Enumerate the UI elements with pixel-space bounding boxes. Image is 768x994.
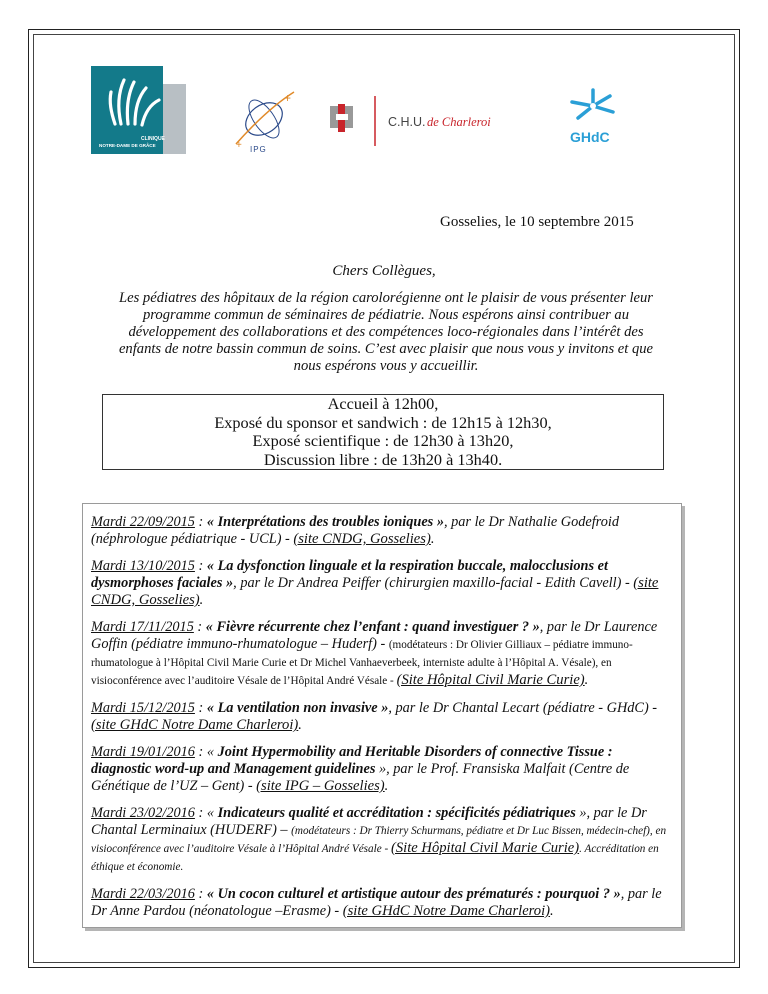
seminar-site-link[interactable]: (Site Hôpital Civil Marie Curie) <box>396 672 585 688</box>
seminar-title: « Un cocon culturel et artistique autour des prématurés : pourquoi ? » <box>206 886 621 902</box>
seminar-item: Mardi 17/11/2015 : « Fièvre récurrente chez l’enfant : quand investiguer ? », par le Dr Laurence Goffin (pédiatre immuno-rhumatologue – Huderf) - (modétateurs : Dr Olivier Gilliaux – pédiatre immuno-rhumatologue à l’Hôpital Civil Marie Curie et Dr Michel Vanhaeverbeek, interniste adulte à l’Hôpital A. Vésale), en visioconférence avec l’auditoire Vésale de l’Hôpital André Vésale - (Site Hôpital Civil Marie Curie). <box>91 619 658 688</box>
seminar-site-link[interactable]: (site CNDG, Gosselies) <box>293 531 431 547</box>
seminar-date: Mardi 22/09/2015 <box>91 514 195 530</box>
seminar-site-link[interactable]: (site CNDG, Gosselies) <box>91 575 659 608</box>
seminar-speaker: , par le Dr Laurence Goffin (pédiatre immuno-rhumatologue – Huderf) - <box>91 619 658 652</box>
ipg-text: IPG <box>250 145 267 154</box>
seminar-list <box>82 503 682 928</box>
chu-logo <box>328 96 508 146</box>
seminar-speaker: », par le Prof. Fransiska Malfait (Centre de Génétique de l’UZ – Gent) - <box>91 761 630 794</box>
seminar-speaker: , par le Dr Andrea Peiffer (chirurgien maxillo-facial - Edith Cavell) - <box>233 575 634 591</box>
seminar-date: Mardi 17/11/2015 <box>91 619 194 635</box>
seminar-note: (modétateurs : Dr Olivier Gilliaux – pédiatre immuno-rhumatologue à l’Hôpital Civil Marie Curie et Dr Michel Vanhaeverbeek, interniste adulte à l’Hôpital A. Vésale), en visioconférence avec l’auditoire Vésale de l’Hôpital André Vésale - <box>91 639 633 687</box>
svg-text:+: + <box>236 140 242 151</box>
intro-paragraph: Les pédiatres des hôpitaux de la région carolorégienne ont le plaisir de vous présenter leur programme commun de séminaires de pédiatrie. Nous espérons ainsi contribuer au développement des collaborations et des compétences loco-régionales dans l’intérêt des enfants de notre bassin commun de soins. C’est avec plaisir que nous vous y invitons et que nous espérons vous y accueillir. <box>118 290 654 374</box>
chu-sub: de Charleroi <box>427 115 491 129</box>
cndg-text2: NOTRE-DAME DE GRÂCE <box>99 143 156 148</box>
greeting: Chers Collègues, <box>332 263 436 279</box>
seminar-title: Joint Hypermobility and Heritable Disorders of connective Tissue : diagnostic word-up and Management guidelines <box>91 744 613 777</box>
chu-label: C.H.U. <box>388 115 426 129</box>
cndg-text1: CLINIQUE <box>141 136 165 142</box>
seminar-item: Mardi 15/12/2015 : « La ventilation non invasive », par le Dr Chantal Lecart (pédiatre - GHdC) - (site GHdC Notre Dame Charleroi). <box>91 700 658 733</box>
seminar-date: Mardi 13/10/2015 <box>91 558 195 574</box>
seminar-speaker: », par le Dr Chantal Lerminaiux (HUDERF) – <box>91 805 647 838</box>
seminar-end: . <box>584 672 589 688</box>
seminar-item: Mardi 22/03/2016 : « Un cocon culturel et artistique autour des prématurés : pourquoi ? », par le Dr Anne Pardou (néonatologue –Erasme) - (site GHdC Notre Dame Charleroi). <box>91 886 662 919</box>
seminar-end: . <box>430 531 435 547</box>
seminar-note: (modétateurs : Dr Thierry Schurmans, pédiatre et Dr Luc Bissen, médecin-chef), en visioconférence avec l’auditoire Vésale à l’Hôpital André Vésale - <box>91 825 667 855</box>
seminar-speaker: , par le Dr Anne Pardou (néonatologue –Erasme) - <box>91 886 662 919</box>
seminar-title: « La dysfonction linguale et la respiration buccale, malocclusions et dysmorphoses faciales » <box>91 558 608 591</box>
seminar-date: Mardi 15/12/2015 <box>91 700 195 716</box>
schedule-line: Discussion libre : de 13h20 à 13h40. <box>263 449 503 469</box>
seminar-item: Mardi 23/02/2016 : « Indicateurs qualité et accréditation : spécificités pédiatriques », par le Dr Chantal Lerminaiux (HUDERF) – (modétateurs : Dr Thierry Schurmans, pédiatre et Dr Luc Bissen, médecin-chef), en visioconférence avec l’auditoire Vésale à l’Hôpital André Vésale - (Site Hôpital Civil Marie Curie). Accréditation en éthique et économie. <box>91 805 667 873</box>
seminar-end: . <box>384 778 389 794</box>
seminar-date: Mardi 23/02/2016 <box>91 805 195 821</box>
date-line: Gosselies, le 10 septembre 2015 <box>440 214 634 230</box>
seminar-end: . <box>199 592 204 608</box>
seminar-end: . <box>550 903 554 919</box>
seminar-title: « La ventilation non invasive » <box>206 700 389 716</box>
schedule-line: Accueil à 12h00, <box>327 394 439 413</box>
seminar-site-link[interactable]: (site IPG – Gosselies) <box>256 778 385 794</box>
seminar-title: « Interprétations des troubles ioniques » <box>206 514 444 530</box>
seminar-item: Mardi 13/10/2015 : « La dysfonction linguale et la respiration buccale, malocclusions et dysmorphoses faciales », par le Dr Andrea Peiffer (chirurgien maxillo-facial - Edith Cavell) - (site CNDG, Gosselies). <box>91 558 659 608</box>
seminar-speaker: , par le Dr Nathalie Godefroid (néphrologue pédiatrique - UCL) - <box>91 514 619 547</box>
seminar-title: Indicateurs qualité et accréditation : spécificités pédiatriques <box>217 805 576 821</box>
seminar-item: Mardi 22/09/2015 : « Interprétations des troubles ioniques », par le Dr Nathalie Godefroid (néphrologue pédiatrique - UCL) - (site CNDG, Gosselies). <box>91 514 619 547</box>
cndg-logo <box>91 66 186 154</box>
seminar-prefix: « <box>206 805 218 821</box>
ghdc-label: GHdC <box>570 129 610 145</box>
seminar-date: Mardi 19/01/2016 <box>91 744 195 760</box>
seminar-prefix: « <box>206 744 218 760</box>
ghdc-logo <box>558 84 628 154</box>
seminar-speaker: , par le Dr Chantal Lecart (pédiatre - GHdC) - <box>388 700 658 716</box>
seminar-site-link[interactable]: (Site Hôpital Civil Marie Curie) <box>391 840 580 856</box>
seminar-site-link[interactable]: (site GHdC Notre Dame Charleroi) <box>91 717 299 733</box>
schedule-box <box>102 394 664 470</box>
seminar-end: . Accréditation en éthique et économie. <box>91 843 659 873</box>
seminar-end: . <box>298 717 302 733</box>
svg-text:+: + <box>284 91 292 105</box>
schedule-line: Exposé du sponsor et sandwich : de 12h15 à 12h30, <box>214 412 552 432</box>
seminar-site-link[interactable]: (site GHdC Notre Dame Charleroi) <box>342 903 551 919</box>
seminar-item: Mardi 19/01/2016 : « Joint Hypermobility and Heritable Disorders of connective Tissue : diagnostic word-up and Management guidelines », par le Prof. Fransiska Malfait (Centre de Génétique de l’UZ – Gent) - (site IPG – Gosselies). <box>91 744 630 794</box>
ipg-logo <box>232 86 300 156</box>
seminar-title: « Fièvre récurrente chez l’enfant : quand investiguer ? » <box>205 619 540 635</box>
schedule-line: Exposé scientifique : de 12h30 à 13h20, <box>252 431 514 450</box>
seminar-date: Mardi 22/03/2016 <box>91 886 195 902</box>
